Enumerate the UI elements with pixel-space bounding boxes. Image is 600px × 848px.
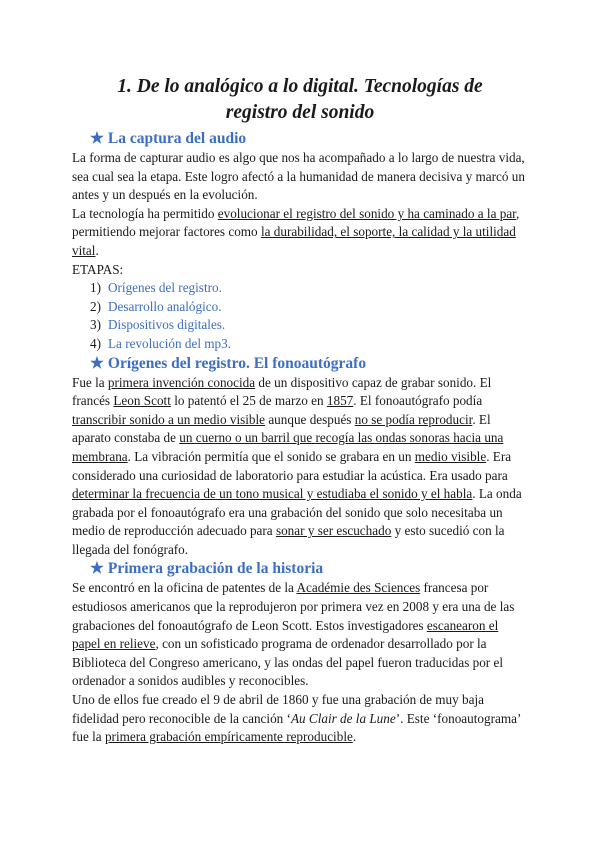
title-line-1: 1. De lo analógico a lo digital. Tecnologías de	[117, 76, 483, 97]
list-item-label: La revolución del mp3.	[108, 335, 232, 351]
text: . El fonoautógrafo podía	[353, 393, 483, 409]
list-item-label: Dispositivos digitales.	[108, 317, 226, 333]
paragraph-captura-2	[72, 205, 528, 261]
underlined-text: escanearon el papel en relieve	[72, 617, 499, 652]
star-icon: ★	[90, 354, 104, 372]
title-line-2: registro del sonido	[225, 102, 375, 123]
stages-label: ETAPAS:	[72, 261, 124, 277]
underlined-text: primera grabación empíricamente reproducible	[104, 729, 353, 745]
document-page	[72, 74, 528, 747]
section-heading-primera	[90, 559, 528, 579]
list-number: 4)	[90, 335, 101, 351]
underlined-text: primera invención conocida	[107, 374, 256, 390]
text: .	[352, 729, 357, 745]
text: . Era considerado una curiosidad de laboratorio para estudiar la acústica. Era usado para	[72, 448, 512, 483]
list-item-label: Desarrollo analógico.	[108, 298, 222, 314]
text: Fue la	[72, 374, 108, 390]
star-icon: ★	[90, 130, 104, 147]
text: y esto sucedió con la llegada del fonógrafo.	[72, 523, 505, 557]
text: de un dispositivo capaz de grabar sonido. El francés	[72, 374, 492, 409]
section-heading-text: Orígenes del registro. El fonoautógrafo	[107, 354, 367, 372]
paragraph-origenes	[72, 374, 528, 560]
list-number: 1)	[90, 280, 101, 296]
list-item	[90, 298, 528, 317]
paragraph-primera-2	[72, 691, 528, 747]
section-heading-origenes	[90, 354, 528, 374]
underlined-text: medio visible	[414, 448, 487, 464]
text: , permitiendo mejorar factores como	[72, 205, 520, 240]
list-item	[90, 316, 528, 335]
section-heading-text: La captura del audio	[107, 130, 247, 147]
star-icon: ★	[90, 560, 104, 578]
song-title: Au Clair de la Lune	[290, 710, 396, 726]
list-item	[90, 279, 528, 298]
text: . La vibración permitía que el sonido se grabara en un	[127, 448, 415, 464]
underlined-text: evolucionar el registro del sonido y ha caminado a la par	[217, 205, 517, 221]
stages-list	[72, 279, 528, 353]
section-heading-text: Primera grabación de la historia	[107, 560, 324, 578]
text: Uno de ellos fue creado el 9 de abril de 1860 y fue una grabación de muy baja fidelidad pero reconocible de la canción ‘	[72, 692, 484, 726]
page-title	[72, 74, 528, 126]
text: lo patentó el 25 de marzo en	[170, 393, 327, 409]
underlined-text: no se podía reproducir	[354, 411, 473, 427]
paragraph-captura-1: La forma de capturar audio es algo que nos ha acompañado a lo largo de nuestra vida, sea cual sea la etapa. Este logro afectó a la humanidad de manera decisiva y marcó un antes y un después en la evolución.	[72, 150, 525, 203]
text: .	[95, 242, 99, 258]
underlined-text: 1857	[326, 393, 354, 409]
underlined-text: Académie des Sciences	[296, 580, 421, 596]
text: . La onda grabada por el fonoautógrafo era una grabación del sonido que solo necesitaba un medio de reproducción adecuado para	[72, 486, 522, 539]
list-number: 3)	[90, 317, 101, 333]
underlined-text: la durabilidad, el soporte, la calidad y la utilidad vital	[72, 224, 516, 258]
underlined-text: determinar la frecuencia de un tono musical y estudiaba el sonido y el habla	[72, 486, 473, 502]
text: Se encontró en la oficina de patentes de la	[72, 580, 297, 596]
list-item	[90, 335, 528, 354]
list-item-label: Orígenes del registro.	[108, 280, 222, 296]
list-number: 2)	[90, 298, 101, 314]
text: La tecnología ha permitido	[72, 205, 218, 221]
underlined-text: Leon Scott	[113, 393, 171, 409]
text: aunque después	[265, 411, 355, 427]
text: . El aparato constaba de	[72, 411, 491, 446]
text: francesa por estudiosos americanos que la reprodujeron por primera vez en 2008 y era una de las grabaciones del fonoautógrafo de Leon Scott. Estos investigadores	[72, 580, 515, 633]
underlined-text: transcribir sonido a un medio visible	[72, 411, 266, 427]
section-heading-captura	[90, 129, 528, 149]
text: ’. Este ‘fonoautograma’ fue la	[72, 710, 521, 745]
underlined-text: sonar y ser escuchado	[275, 523, 392, 539]
underlined-text: un cuerno o un barril que recogía las ondas sonoras hacia una membrana	[72, 430, 504, 464]
paragraph-primera-1	[72, 579, 528, 691]
text: , con un sofisticado programa de ordenador desarrollado por la Biblioteca del Congreso americano, y las ondas del papel fueron traducidas por el ordenador a sonidos audibles y reconocibles.	[72, 636, 504, 689]
